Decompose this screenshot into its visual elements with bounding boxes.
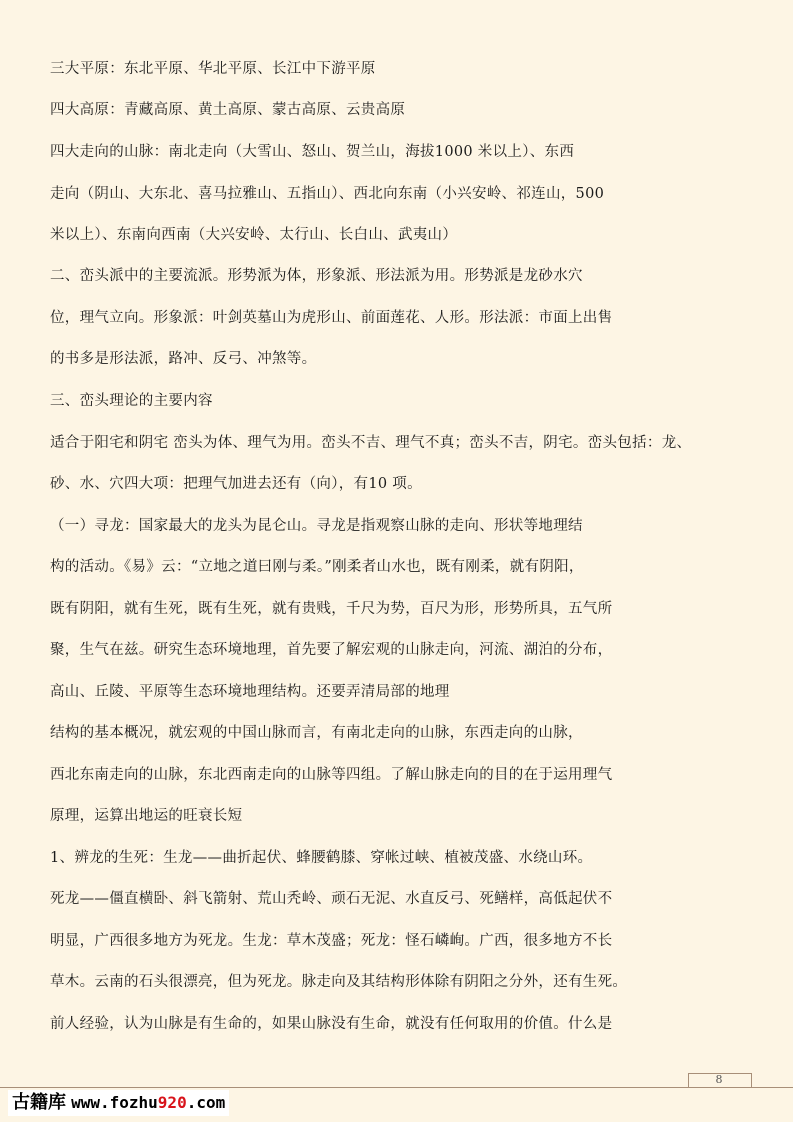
- text-line: 三大平原：东北平原、华北平原、长江中下游平原: [50, 61, 376, 77]
- text-line: 四大走向的山脉：南北走向（大雪山、怒山、贺兰山，海拔1000 米以上）、东西: [50, 144, 575, 160]
- text-line: 构的活动。《易》云：“立地之道曰刚与柔。”刚柔者山水也，既有刚柔，就有阴阳，: [50, 559, 584, 575]
- text-line: 四大高原：青藏高原、黄土高原、蒙古高原、云贵高原: [50, 102, 406, 118]
- section-heading: 三、峦头理论的主要内容: [50, 393, 213, 409]
- watermark-name: 古籍库: [12, 1092, 66, 1113]
- text-line: 死龙——僵直横卧、斜飞箭射、荒山秃岭、顽石无泥、水直反弓、死鳝样，高低起伏不: [50, 891, 613, 907]
- watermark-url-number: 920: [157, 1093, 187, 1112]
- watermark-url-prefix: www.fozhu: [71, 1093, 158, 1112]
- text-line: 走向（阴山、大东北、喜马拉雅山、五指山）、西北向东南（小兴安岭、祁连山，500: [50, 186, 605, 202]
- text-line: 草木。云南的石头很漂亮，但为死龙。脉走向及其结构形体除有阴阳之分外，还有生死。: [50, 974, 628, 990]
- watermark-logo: [8, 1090, 229, 1116]
- text-line: 米以上）、东南向西南（大兴安岭、太行山、长白山、武夷山）: [50, 227, 458, 243]
- text-line: 1、辨龙的生死：生龙——曲折起伏、蜂腰鹤膝、穿帐过峡、植被茂盛、水绕山环。: [50, 850, 593, 866]
- page-number: 8: [715, 1073, 723, 1086]
- text-line: （一）寻龙：国家最大的龙头为昆仑山。寻龙是指观察山脉的走向、形状等地理结: [50, 518, 583, 534]
- watermark-url: [71, 1093, 225, 1112]
- text-line: 原理，运算出地运的旺衰长短: [50, 808, 243, 824]
- text-line: 前人经验，认为山脉是有生命的，如果山脉没有生命，就没有任何取用的价值。什么是: [50, 1016, 613, 1032]
- text-line: 既有阴阳，就有生死，既有生死，就有贵贱，千尺为势，百尺为形，形势所具，五气所: [50, 601, 613, 617]
- text-line: 适合于阳宅和阴宅 峦头为体、理气为用。峦头不吉、理气不真；峦头不吉，阴宅。峦头包括：龙、: [50, 435, 692, 451]
- footer-rule: [0, 1087, 793, 1088]
- text-line: 结构的基本概况，就宏观的中国山脉而言，有南北走向的山脉，东西走向的山脉，: [50, 725, 583, 741]
- text-line: 的书多是形法派，路冲、反弓、冲煞等。: [50, 351, 317, 367]
- text-line: 砂、水、穴四大项：把理气加进去还有（向），有10 项。: [50, 476, 422, 492]
- text-line: 高山、丘陵、平原等生态环境地理结构。还要弄清局部的地理: [50, 684, 450, 700]
- text-line: 二、峦头派中的主要流派。形势派为体，形象派、形法派为用。形势派是龙砂水穴: [50, 268, 583, 284]
- text-line: 位，理气立向。形象派：叶剑英墓山为虎形山、前面莲花、人形。形法派：市面上出售: [50, 310, 613, 326]
- text-line: 聚，生气在兹。研究生态环境地理，首先要了解宏观的山脉走向，河流、湖泊的分布，: [50, 642, 613, 658]
- text-line: 明显，广西很多地方为死龙。生龙：草木茂盛；死龙：怪石嶙峋。广西，很多地方不长: [50, 933, 613, 949]
- text-line: 西北东南走向的山脉，东北西南走向的山脉等四组。了解山脉走向的目的在于运用理气: [50, 767, 613, 783]
- watermark-url-suffix: .com: [186, 1093, 226, 1112]
